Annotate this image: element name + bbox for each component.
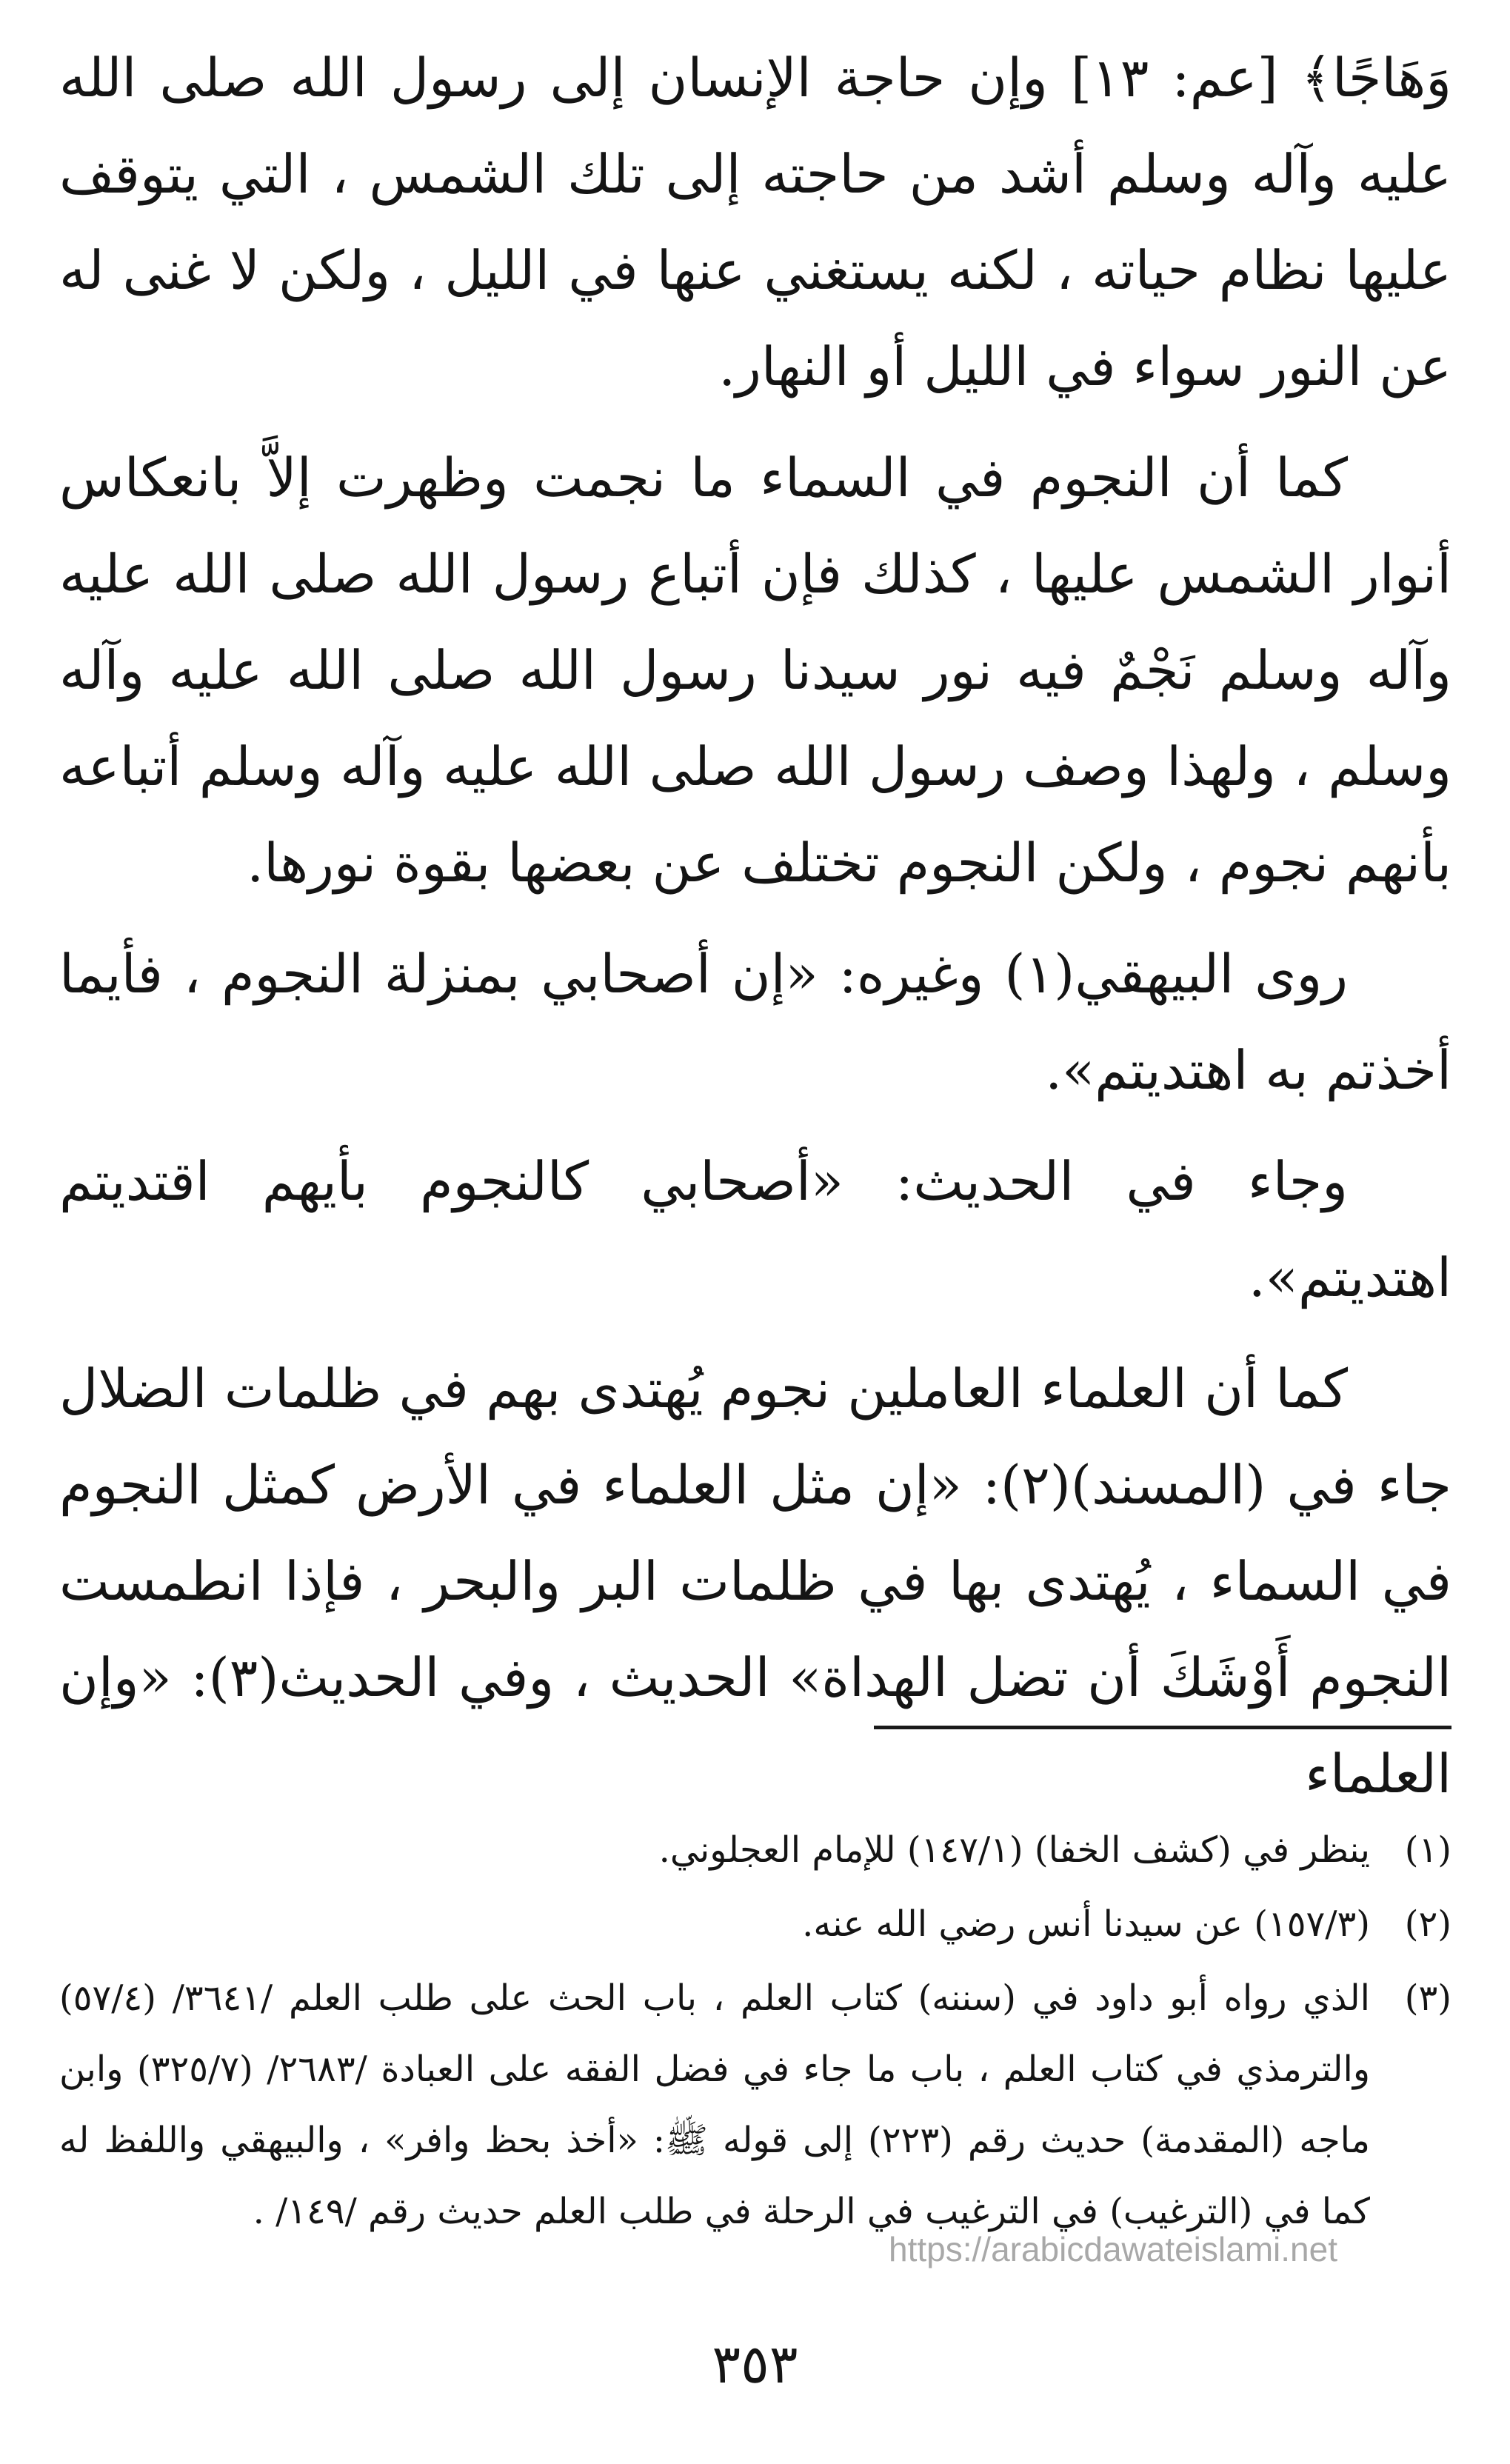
main-text <box>59 30 1451 1822</box>
paragraph-1: وَهَاجًا﴾ [عم: ١٣] وإن حاجة الإنسان إلى رسول الله صلى الله عليه وآله وسلم أشد من حاجته إلى تلك الشمس ، التي يتوقف عليها نظام حياته ، لكنه يستغني عنها في الليل ، ولكن لا غنى له عن النور سواء في الليل أو النهار. <box>59 47 1451 398</box>
page-number: ٣٥٣ <box>712 2333 798 2395</box>
paragraph-3: روى البيهقي(١) وغيره: «إن أصحابي بمنزلة النجوم ، فأيما أخذتم به اهتديتم». <box>59 943 1451 1101</box>
footnote-1 <box>59 1814 1451 1886</box>
watermark-url: https://arabicdawateislami.net <box>889 2230 1337 2268</box>
paragraph-4: وجاء في الحديث: «أصحابي كالنجوم بأيهم اقتديتم اهتديتم». <box>59 1150 1451 1309</box>
footnote-2 <box>59 1889 1451 1960</box>
book-page <box>59 30 1451 2429</box>
footnote-number: (١) <box>1404 1829 1451 1871</box>
footnote-3 <box>59 1963 1451 2247</box>
footnote-number: (٢) <box>1404 1903 1451 1945</box>
paragraph-2: كما أن النجوم في السماء ما نجمت وظهرت إلاَّ بانعكاس أنوار الشمس عليها ، كذلك فإن أتباع رسول الله صلى الله عليه وآله وسلم نَجْمٌ فيه نور سيدنا رسول الله صلى الله عليه وآله وسلم ، ولهذا وصف رسول الله صلى الله عليه وآله وسلم أتباعه بأنهم نجوم ، ولكن النجوم تختلف عن بعضها بقوة نورها. <box>59 447 1451 894</box>
footnote-text: (١٥٧/٣) عن سيدنا أنس رضي الله عنه. <box>802 1903 1370 1945</box>
paragraph-5: كما أن العلماء العاملين نجوم يُهتدى بهم في ظلمات الضلال جاء في (المسند)(٢): «إن مثل العلماء في الأرض كمثل النجوم في السماء ، يُهتدى بها في ظلمات البر والبحر ، فإذا انطمست النجوم أَوْشَكَ أن تضل الهداة» الحديث ، وفي الحديث(٣): «وإن العلماء <box>59 1358 1452 1805</box>
footnote-text: ينظر في (كشف الخفا) (١٤٧/١) للإمام العجلوني. <box>658 1829 1370 1871</box>
footnote-divider <box>874 1726 1451 1729</box>
footnote-number: (٣) <box>1404 1977 1451 2019</box>
footnote-text: الذي رواه أبو داود في (سننه) كتاب العلم ، باب الحث على طلب العلم /٣٦٤١/ (٥٧/٤) والترمذي في كتاب العلم ، باب ما جاء في فضل الفقه على العبادة /٢٦٨٣/ (٣٢٥/٧) وابن ماجه (المقدمة) حديث رقم (٢٢٣) إلى قوله ﷺ: «أخذ بحظ وافر» ، والبيهقي واللفظ له كما في (الترغيب) في الترغيب في الرحلة في طلب العلم حديث رقم /١٤٩/ . <box>59 1977 1371 2232</box>
footnotes-section <box>59 1814 1451 2250</box>
